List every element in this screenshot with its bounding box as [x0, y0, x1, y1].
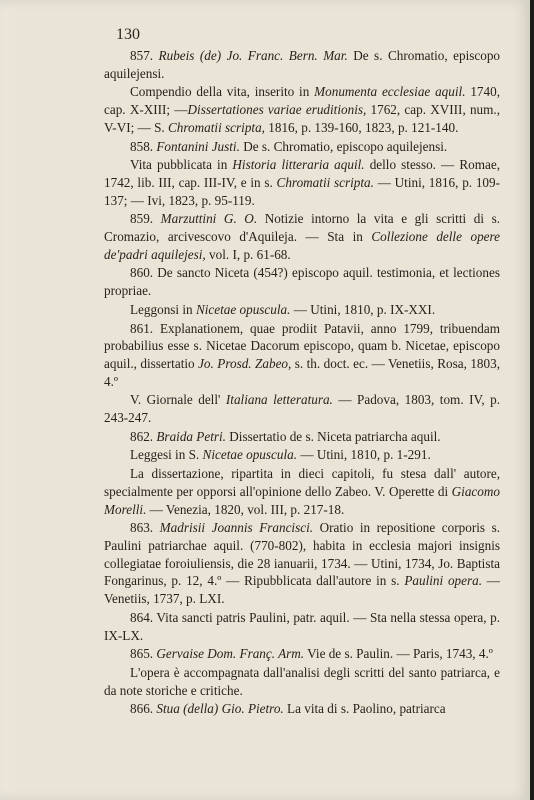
- bibliography-text: [104, 47, 500, 719]
- bibliography-entry: [104, 156, 500, 209]
- entry-text: Oratio in repositione corporis s. Paulini patriarchae aquil. (770-802), habita in ecclesia majori insignis collegiatae foroiuliensis, die 28 ianuarii, 1734. — Utini, 1734, Jo. Baptista Fongarinus, p. 12, 4.º — Ripubblicata dall'autore in s.: [104, 520, 501, 589]
- italic-text: Marzuttini G. O.: [160, 211, 258, 227]
- entry-text: — Utini, 1810, p. IX-XXI.: [290, 301, 436, 317]
- entry-text: 1762, cap. XVIII, num., V-VI; — S.: [104, 102, 501, 135]
- entry-text: 859.: [130, 211, 161, 227]
- entry-text: 865.: [130, 646, 157, 662]
- entry-text: Compendio della vita, inserito in: [130, 84, 315, 100]
- page-number: 130: [116, 26, 140, 43]
- bibliography-entry: [104, 519, 500, 608]
- italic-text: Fontanini Justi.: [156, 138, 240, 154]
- entry-text: L'opera è accompagnata dall'analisi degli scritti del santo patriarca, e da note storiche e critiche.: [104, 664, 500, 698]
- italic-text: Chromatii scripta,: [168, 119, 265, 135]
- italic-text: Collezione delle opere de'padri aquilejesi,: [104, 229, 501, 262]
- entry-text: La vita di s. Paolino, patriarca: [283, 701, 446, 717]
- entry-text: 864. Vita sancti patris Paulini, patr. aquil. — Sta nella stessa opera, p. IX-LX.: [104, 609, 500, 643]
- entry-text: vol. I, p. 61-68.: [205, 246, 291, 262]
- entry-text: 861. Explanationem, quae prodiit Patavii, anno 1799, tribuendam probabilius esse s. Nicetae Dacorum episcopo, quam b. Nicetae, episcopo aquil., dissertatio: [104, 320, 500, 371]
- italic-text: Italiana letteratura.: [225, 392, 333, 408]
- bibliography-entry: [104, 83, 500, 136]
- bibliography-entry: [104, 391, 500, 426]
- italic-text: Rubeis (de) Jo. Franc. Bern. Mar.: [158, 48, 348, 63]
- italic-text: Gervaise Dom. Franç. Arm.: [156, 646, 305, 662]
- entry-text: — Utini, 1810, p. 1-291.: [297, 447, 431, 463]
- italic-text: Monumenta ecclesiae aquil.: [314, 84, 466, 100]
- entry-text: De s. Chromatio, episcopo aquilejensi.: [104, 48, 501, 81]
- bibliography-entry: [104, 465, 500, 518]
- bibliography-entry: [104, 609, 500, 644]
- bibliography-entry: [104, 264, 500, 299]
- italic-text: Nicetae opuscula.: [195, 301, 291, 317]
- italic-text: Paulini opera.: [404, 573, 483, 589]
- bibliography-entry: [104, 138, 500, 156]
- italic-text: Madrisii Joannis Francisci.: [159, 520, 314, 536]
- entry-text: De s. Chromatio, episcopo aquilejensi.: [239, 138, 448, 154]
- entry-text: 863.: [130, 520, 160, 536]
- bibliography-entry: [104, 446, 500, 464]
- bibliography-entry: [104, 320, 500, 391]
- entry-text: La dissertazione, ripartita in dieci capitoli, fu stesa dall' autore, specialmente per opporsi all'opinione dello Zabeo. V. Operette di: [104, 466, 500, 499]
- bibliography-entry: [104, 301, 500, 319]
- entry-text: 860. De sancto Niceta (454?) episcopo aquil. testimonia, et lectiones propriae.: [104, 265, 500, 299]
- italic-text: Jo. Prosd. Zabeo,: [198, 355, 292, 371]
- italic-text: Stua (della) Gio. Pietro.: [156, 701, 284, 717]
- entry-text: V. Giornale dell': [130, 392, 226, 408]
- entry-text: Leggesi in S.: [130, 447, 203, 463]
- entry-text: Leggonsi in: [130, 301, 196, 317]
- entry-text: 866.: [130, 701, 157, 717]
- entry-text: 862.: [130, 428, 157, 444]
- entry-text: Vita pubblicata in: [130, 157, 233, 173]
- entry-text: Dissertatio de s. Niceta patriarcha aquil.: [225, 428, 441, 444]
- entry-text: s. th. doct. ec. — Venetiis, Rosa, 1803, 4.º: [104, 355, 500, 389]
- entry-text: 858.: [130, 138, 157, 154]
- italic-text: Chromatii scripta.: [276, 174, 374, 190]
- entry-text: 1816, p. 139-160, 1823, p. 121-140.: [264, 119, 459, 135]
- entry-text: — Venezia, 1820, vol. III, p. 217-18.: [146, 501, 345, 517]
- bibliography-entry: [104, 47, 500, 82]
- entry-text: dello stesso. — Romae, 1742, lib. III, cap. III-IV, e in s.: [104, 157, 500, 190]
- entry-text: 857.: [130, 48, 159, 63]
- entry-text: — Padova, 1803, tom. IV, p. 243-247.: [104, 392, 500, 426]
- italic-text: Braida Petri.: [156, 428, 226, 444]
- entry-text: Notizie intorno la vita e gli scritti di s. Cromazio, arcivescovo d'Aquileja. — Sta in: [104, 211, 501, 245]
- entry-text: — Venetiis, 1737, p. LXI.: [104, 573, 500, 607]
- entry-text: Vie de s. Paulin. — Paris, 1743, 4.º: [304, 646, 493, 662]
- bibliography-entry: [104, 210, 500, 263]
- bibliography-entry: [104, 700, 500, 718]
- bibliography-entry: [104, 664, 500, 699]
- entry-text: — Utini, 1816, p. 109-137; — Ivi, 1823, p. 95-119.: [104, 174, 500, 208]
- italic-text: Nicetae opuscula.: [202, 447, 298, 463]
- italic-text: Historia litteraria aquil.: [232, 157, 365, 173]
- entry-text: 1740, cap. X-XIII; —: [104, 84, 500, 118]
- italic-text: Dissertationes variae eruditionis,: [187, 102, 367, 118]
- italic-text: Giacomo Morelli.: [104, 483, 500, 517]
- bibliography-entry: [104, 428, 500, 446]
- bibliography-entry: [104, 645, 500, 663]
